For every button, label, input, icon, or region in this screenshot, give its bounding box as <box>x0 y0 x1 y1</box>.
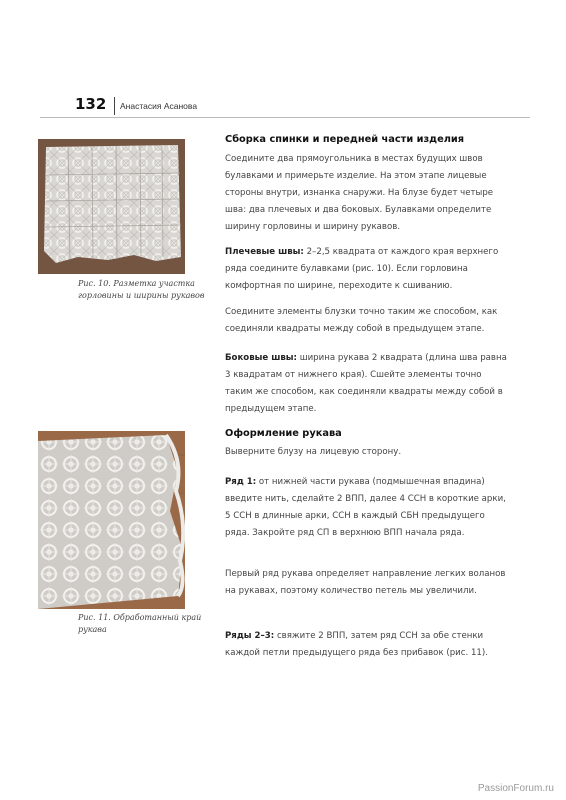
rows-2-3-text: свяжите 2 ВПП, затем ряд ССН за обе стенки каждой петли предыдущего ряда без прибавок (рис. 11). <box>225 631 488 658</box>
figure-10-caption: Рис. 10. Разметка участка горловины и ширины рукавов <box>78 279 205 300</box>
first-row-note-text: Первый ряд рукава определяет направление легких воланов на рукавах, поэтому количество петель мы увеличили. <box>225 569 506 596</box>
row-1-text: от нижней части рукава (подмышечная впадина) введите нить, сделайте 2 ВПП, далее 4 ССН в короткие арки, 5 ССН в длинные арки, ССН в каждый СБН предыдущего ряда. Закройте ряд СП в верхнюю ВПП начала ряда. <box>225 477 506 538</box>
side-seams-label: Боковые швы: <box>225 353 297 363</box>
page-number: 132 <box>75 95 107 113</box>
shoulder-seams-label: Плечевые швы: <box>225 247 304 257</box>
join-elements-paragraph <box>225 304 510 338</box>
figure-10-photo <box>38 139 185 274</box>
header-rule <box>40 117 530 118</box>
sleeve-intro-text: Выверните блузу на лицевую сторону. <box>225 447 402 457</box>
section-heading-sleeve: Оформление рукава <box>225 428 342 439</box>
sleeve-intro-paragraph <box>225 444 510 461</box>
section-1-body <box>225 151 510 236</box>
figure-11-photo <box>38 431 185 609</box>
assembly-intro-paragraph: Соедините два прямоугольника в местах будущих швов булавками и примерьте изделие. На этом этапе лицевые стороны внутри, изнанка снаружи. На блузе будет четыре шва: два плечевых и два боковых. Булавками определите ширину горловины и ширину рукавов. <box>225 154 494 232</box>
side-seams-paragraph <box>225 350 510 418</box>
figure-11-caption: Рис. 11. Обработанный край рукава <box>78 613 202 634</box>
shoulder-seams-paragraph <box>225 244 510 295</box>
shoulder-seams-text: 2–2,5 квадрата от каждого края верхнего ряда соедините булавками (рис. 10). Если горловина комфортная по ширине, переходите к сшиванию. <box>225 247 499 291</box>
running-head-author: Анастасия Асанова <box>120 101 198 111</box>
rows-2-3-paragraph <box>225 628 510 662</box>
header-divider <box>114 97 115 115</box>
row-1-label: Ряд 1: <box>225 477 257 487</box>
watermark: PassionForum.ru <box>477 783 554 794</box>
row-1-paragraph <box>225 474 510 542</box>
section-heading-assembly: Сборка спинки и передней части изделия <box>225 134 465 145</box>
join-elements-text: Соедините элементы блузки точно таким же способом, как соединяли квадраты между собой в предыдущем этапе. <box>225 307 498 334</box>
first-row-note-paragraph <box>225 566 510 600</box>
side-seams-text: ширина рукава 2 квадрата (длина шва равна 3 квадратам от нижнего края). Сшейте элементы точно таким же способом, как соединяли квадраты между собой в предыдущем этапе. <box>225 353 507 414</box>
rows-2-3-label: Ряды 2–3: <box>225 631 275 641</box>
